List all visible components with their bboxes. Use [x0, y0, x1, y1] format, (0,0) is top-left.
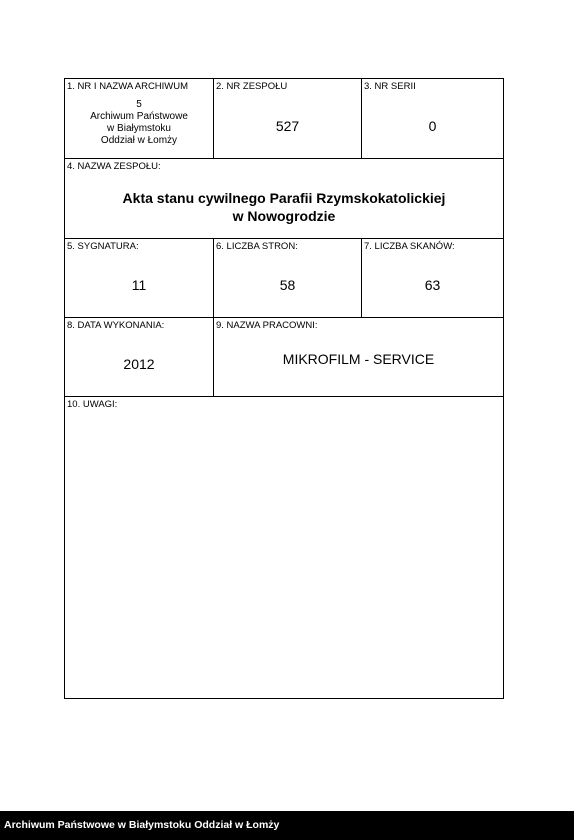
archive-number: 5	[136, 99, 142, 110]
fonds-name-line1: Akta stanu cywilnego Parafii Rzymskokatolickiej	[122, 190, 446, 206]
series-number-label: 3. NR SERII	[364, 81, 416, 92]
remarks-label: 10. UWAGI:	[67, 399, 118, 410]
workshop-cell	[213, 317, 503, 396]
fonds-name-label: 4. NAZWA ZESPOŁU:	[67, 161, 161, 172]
fonds-number-value: 527	[275, 118, 300, 134]
signature-cell	[65, 238, 213, 317]
archive-name-line2: w Białymstoku	[107, 123, 171, 134]
page-count-label: 6. LICZBA STRON:	[216, 241, 298, 252]
signature-label: 5. SYGNATURA:	[67, 241, 139, 252]
execution-date-value: 2012	[123, 356, 155, 372]
archive-name-block	[65, 99, 213, 147]
archive-name-line1: Archiwum Państwowe	[90, 111, 188, 122]
archive-name-line3: Oddział w Łomży	[100, 135, 178, 146]
execution-date-cell	[65, 317, 213, 396]
series-number-cell	[361, 79, 503, 158]
microfilm-record-form	[64, 78, 504, 699]
series-number-value: 0	[428, 118, 437, 134]
fonds-name-title	[65, 189, 503, 225]
signature-value: 11	[131, 277, 147, 293]
workshop-value: MIKROFILM - SERVICE	[282, 351, 435, 367]
fonds-number-label: 2. NR ZESPOŁU	[216, 81, 288, 92]
remarks-cell	[65, 396, 503, 698]
workshop-label: 9. NAZWA PRACOWNI:	[216, 320, 318, 331]
execution-date-label: 8. DATA WYKONANIA:	[67, 320, 165, 331]
scan-count-cell	[361, 238, 503, 317]
footer-text: Archiwum Państwowe w Białymstoku Oddział w Łomży	[4, 819, 280, 831]
scan-count-value: 63	[424, 277, 441, 293]
fonds-number-cell	[213, 79, 361, 158]
page-count-value: 58	[279, 277, 296, 293]
fonds-name-cell	[65, 158, 503, 238]
archive-cell	[65, 79, 213, 158]
footer-bar	[0, 811, 574, 840]
fonds-name-line2: w Nowogrodzie	[232, 208, 336, 224]
archive-label: 1. NR I NAZWA ARCHIWUM	[67, 81, 189, 92]
scan-count-label: 7. LICZBA SKANÓW:	[364, 241, 455, 252]
page-count-cell	[213, 238, 361, 317]
